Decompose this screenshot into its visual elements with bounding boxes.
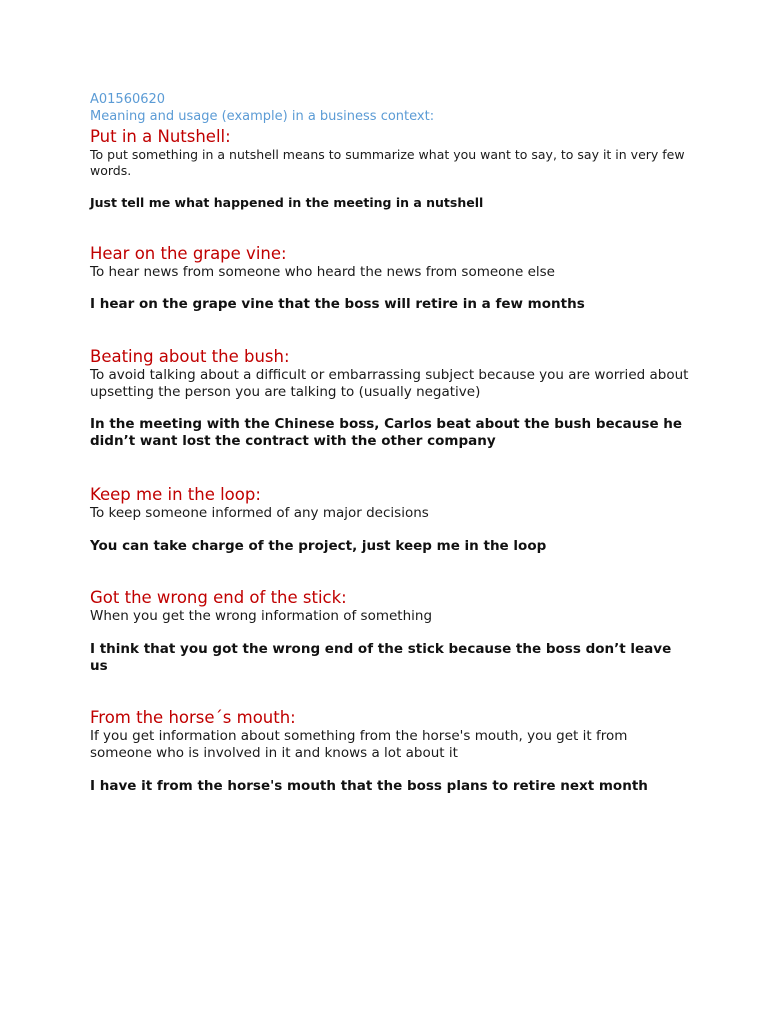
idiom-title: Keep me in the loop: [90, 485, 261, 504]
idiom-example: In the meeting with the Chinese boss, Carlos beat about the bush because he didn’t want lost the contract with the other company [90, 416, 683, 449]
idiom-title: Got the wrong end of the stick: [90, 588, 347, 607]
idiom-section [90, 485, 690, 554]
idiom-example: I have it from the horse's mouth that the boss plans to retire next month [90, 778, 648, 794]
idiom-meaning: If you get information about something from the horse's mouth, you get it from someone who is involved in it and knows a lot about it [90, 728, 628, 761]
idiom-example: Just tell me what happened in the meeting in a nutshell [90, 195, 484, 210]
idiom-title: From the horse´s mouth: [90, 708, 296, 727]
idiom-section [90, 708, 690, 794]
idiom-title: Hear on the grape vine: [90, 244, 287, 263]
idiom-section [90, 244, 690, 312]
idiom-section [90, 127, 690, 210]
idiom-title: Beating about the bush: [90, 347, 290, 366]
idiom-meaning: To hear news from someone who heard the news from someone else [90, 264, 555, 280]
idiom-example: I think that you got the wrong end of the stick because the boss don’t leave us [90, 641, 672, 674]
idiom-meaning: To avoid talking about a difficult or embarrassing subject because you are worried about upsetting the person you are talking to (usually negative) [90, 367, 689, 400]
document-id: A01560620 [90, 92, 166, 107]
idiom-example: You can take charge of the project, just keep me in the loop [90, 538, 547, 554]
idiom-meaning: To keep someone informed of any major decisions [90, 505, 429, 521]
idiom-meaning: To put something in a nutshell means to summarize what you want to say, to say it in very few words. [90, 147, 685, 178]
idiom-meaning: When you get the wrong information of something [90, 608, 433, 624]
idiom-title: Put in a Nutshell: [90, 127, 231, 146]
idiom-section [90, 588, 690, 674]
document-subtitle: Meaning and usage (example) in a business context: [90, 109, 435, 124]
idiom-example: I hear on the grape vine that the boss will retire in a few months [90, 296, 585, 312]
idiom-section [90, 347, 690, 449]
